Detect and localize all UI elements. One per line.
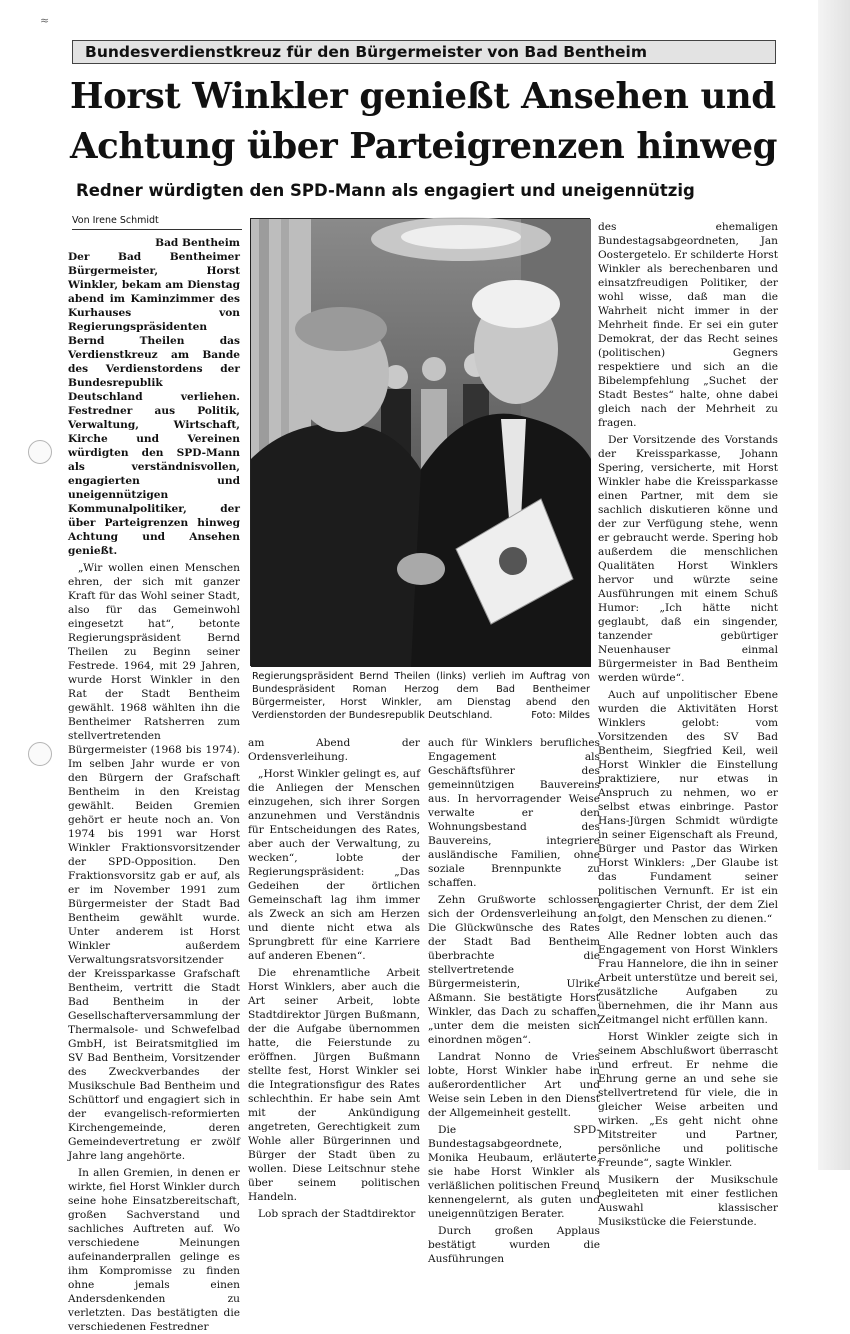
lead-paragraph	[68, 236, 240, 558]
punch-hole	[28, 742, 52, 766]
photo-caption	[252, 670, 590, 722]
headline-line-1: Horst Winkler genießt Ansehen und	[70, 76, 776, 117]
photo-image	[251, 219, 591, 667]
paragraph: Durch großen Applaus bestätigt wurden die Ausführungen	[428, 1225, 600, 1265]
paragraph: Zehn Grußworte schlossen sich der Ordensverleihung an. Die Glückwünsche des Rates der Stadt Bad Bentheim überbrachte die stellvertretende Bürgermeisterin, Ulrike Aßmann. Sie bestätigte Horst Winkler, das Dach zu schaffen, „unter dem die meisten sich einordnen mögen“.	[428, 894, 600, 1046]
paragraph: Auch auf unpolitischer Ebene wurden die Aktivitäten Horst Winklers gelobt: vom Vorsitzenden des SV Bad Bentheim, Siegfried Keil, weil Horst Winkler die Einstellung praktiziere, nur etwas in Anspruch zu nehmen, wo er selbst etwas einbringe. Pastor Hans-Jürgen Schmidt würdigte in seiner Eigenschaft als Freund, Bürger und Pastor das Wirken Horst Winklers: „Der Glaube ist das Fundament seiner politischen Vernunft. Er ist ein engagierter Christ, der dem Ziel folgt, den Menschen zu dienen.“	[598, 689, 778, 925]
subheadline: Redner würdigten den SPD-Mann als engagiert und uneigennützig	[76, 181, 695, 200]
caption-text: Regierungspräsident Bernd Theilen (links) verlieh im Auftrag von Bundespräsident Roman Herzog dem Bad Bentheimer Bürgermeister, Horst Winkler, am Dienstag abend den Verdienstorden der Bundesrepublik Deutschland.	[252, 671, 590, 721]
paragraph: „Wir wollen einen Menschen ehren, der sich mit ganzer Kraft für das Wohl seiner Stadt, also für das Gemeinwohl eingesetzt hat“, betonte Regierungspräsident Bernd Theilen zu Beginn seiner Festrede. 1964, mit 29 Jahren, wurde Horst Winkler in den Rat der Stadt Bentheim gewählt. 1968 wählten ihn die Bentheimer Ratsherren zum stellvertretenden Bürgermeister (1968 bis 1974). Im selben Jahr wurde er von den Bürgern der Grafschaft Bentheim in den Kreistag gewählt. Beiden Gremien gehört er heute noch an. Von 1974 bis 1991 war Horst Winkler Fraktionsvorsitzender der SPD-Opposition. Den Fraktionsvorsitz gab er auf, als er im November 1991 zum Bürgermeister der Stadt Bad Bentheim gewählt wurde. Unter anderem ist Horst Winkler außerdem Verwaltungsratsvorsitzender der Kreissparkasse Grafschaft Bentheim, vertritt die Stadt Bad Bentheim in der Gesellschafterversammlung der Thermalsole- und Schwefelbad GmbH, ist Beiratsmitglied im SV Bad Bentheim, Vorsitzender des Zweckverbandes der Musikschule Bad Bentheim und Schüttorf und engagiert sich in der evangelisch-reformierten Kirchengemeinde, deren Gemeindevertretung er zwölf Jahre lang angehörte.	[68, 562, 240, 1162]
column-3	[428, 736, 600, 1265]
paragraph: Der Vorsitzende des Vorstands der Kreissparkasse, Johann Spering, versicherte, mit Horst Winkler habe die Kreissparkasse einen Partner, mit dem sie sachlich diskutieren könne und der zur Verfügung stehe, wenn er gebraucht werde. Spering hob außerdem die menschlichen Qualitäten Horst Winklers hervor und würzte seine Ausführungen mit einem Schuß Humor: „Ich hätte nicht geglaubt, daß ein singender, tanzender gebürtiger Neuenhauser einmal Bürgermeister in Bad Bentheim werden würde“.	[598, 434, 778, 684]
page-mark: ≈	[40, 14, 50, 27]
paragraph: Die SPD-Bundestagsabgeordnete, Monika Heubaum, erläuterte, sie habe Horst Winkler als verläßlichen politischen Freund kennengelernt, als guten und uneigennützigen Berater.	[428, 1124, 600, 1220]
dateline: Bad Bentheim	[155, 237, 240, 249]
kicker-bar: Bundesverdienstkreuz für den Bürgermeister von Bad Bentheim	[72, 40, 776, 64]
scan-edge	[818, 0, 850, 1170]
punch-hole	[28, 440, 52, 464]
paragraph: Lob sprach der Stadtdirektor	[258, 1208, 416, 1220]
column-4	[598, 220, 778, 1228]
column-1	[68, 236, 240, 1333]
paragraph: Horst Winkler zeigte sich in seinem Abschlußwort überrascht und erfreut. Er nehme die Ehrung gerne an und sehe sie stellvertretend für viele, die in gleicher Weise arbeiten und wirken. „Es geht nicht ohne Mitstreiter und Partner, persönliche und politische Freunde“, sagte Winkler.	[598, 1031, 778, 1169]
paragraph: des ehemaligen Bundestagsabgeordneten, Jan Oostergetelo. Er schilderte Horst Winkler als berechenbaren und einsatzfreudigen Politiker, der wohl wisse, daß man die Wahrheit nicht immer in der Mehrheit finde. Er sei ein guter Demokrat, der das Recht seines (politischen) Gegners respektiere und sich an die Bibelempfehlung „Suchet der Stadt Bestes“ halte, ohne dabei gleich nach der Mehrheit zu fragen.	[598, 221, 778, 429]
column-2	[248, 736, 420, 1220]
photo-credit: Foto: Mildes	[531, 710, 590, 721]
paragraph: Alle Redner lobten auch das Engagement von Horst Winklers Frau Hannelore, die ihn in seiner Arbeit unterstütze und bereit sei, zusätzliche Aufgaben zu übernehmen, die ihr Mann aus Zeitmangel nicht erfüllen kann.	[598, 930, 778, 1026]
paragraph: Die ehrenamtliche Arbeit Horst Winklers, aber auch die Art seiner Arbeit, lobte Stadtdirektor Jürgen Bußmann, der die Aufgabe übernommen hatte, die Feierstunde zu eröffnen. Jürgen Bußmann stellte fest, Horst Winkler sei die Integrationsfigur des Rates schlechthin. Er habe sein Amt mit der Ankündigung angetreten, Gerechtigkeit zum Wohle aller Bürgerinnen und Bürger der Stadt üben zu wollen. Diese Leitschnur stehe über seinem politischen Handeln.	[248, 967, 420, 1203]
paragraph: In allen Gremien, in denen er wirkte, fiel Horst Winkler durch seine hohe Einsatzbereitschaft, großen Sachverstand und sachliches Auftreten auf. Wo verschiedene Meinungen aufeinanderprallen gelinge es ihm Kompromisse zu finden ohne jemals einen Andersdenkenden zu verletzten. Das bestätigten die verschiedenen Festredner	[68, 1167, 240, 1333]
award-photo	[250, 218, 590, 666]
paragraph: am Abend der Ordensverleihung.	[248, 737, 420, 763]
byline: Von Irene Schmidt	[72, 214, 242, 230]
headline-line-2: Achtung über Parteigrenzen hinweg	[70, 126, 778, 167]
headline	[70, 72, 782, 172]
paragraph: Musikern der Musikschule begleiteten mit einer festlichen Auswahl klassischer Musikstücke die Feierstunde.	[598, 1174, 778, 1228]
paragraph: Landrat Nonno de Vries lobte, Horst Winkler habe in außerordentlicher Art und Weise sein Leben in den Dienst der Allgemeinheit gestellt.	[428, 1051, 600, 1119]
paragraph: „Horst Winkler gelingt es, auf die Anliegen der Menschen einzugehen, sich ihrer Sorgen anzunehmen und Verständnis für Entscheidungen des Rates, aber auch der Verwaltung, zu wecken“, lobte der Regierungspräsident: „Das Gedeihen der örtlichen Gemeinschaft lag ihm immer als Zweck an sich am Herzen und diente nicht etwa als Sprungbrett für eine Karriere auf anderen Ebenen“.	[248, 768, 420, 962]
paragraph: auch für Winklers berufliches Engagement als Geschäftsführer des gemeinnützigen Bauvereins aus. In hervorragender Weise verwalte er den Wohnungsbestand des Bauvereins, integriere ausländische Familien, ohne soziale Brennpunkte zu schaffen.	[428, 737, 600, 889]
newspaper-article	[68, 36, 784, 1333]
lead-text: Der Bad Bentheimer Bürgermeister, Horst Winkler, bekam am Dienstag abend im Kaminzimmer des Kurhauses von Regierungspräsidenten Bernd Theilen das Verdienstkreuz am Bande des Verdienstordens der Bundesrepublik Deutschland verliehen. Festredner aus Politik, Verwaltung, Wirtschaft, Kirche und Vereinen würdigten den SPD-Mann als verständnisvollen, engagierten und uneigennützigen Kommunalpolitiker, der über Parteigrenzen hinweg Achtung und Ansehen genießt.	[68, 251, 240, 557]
